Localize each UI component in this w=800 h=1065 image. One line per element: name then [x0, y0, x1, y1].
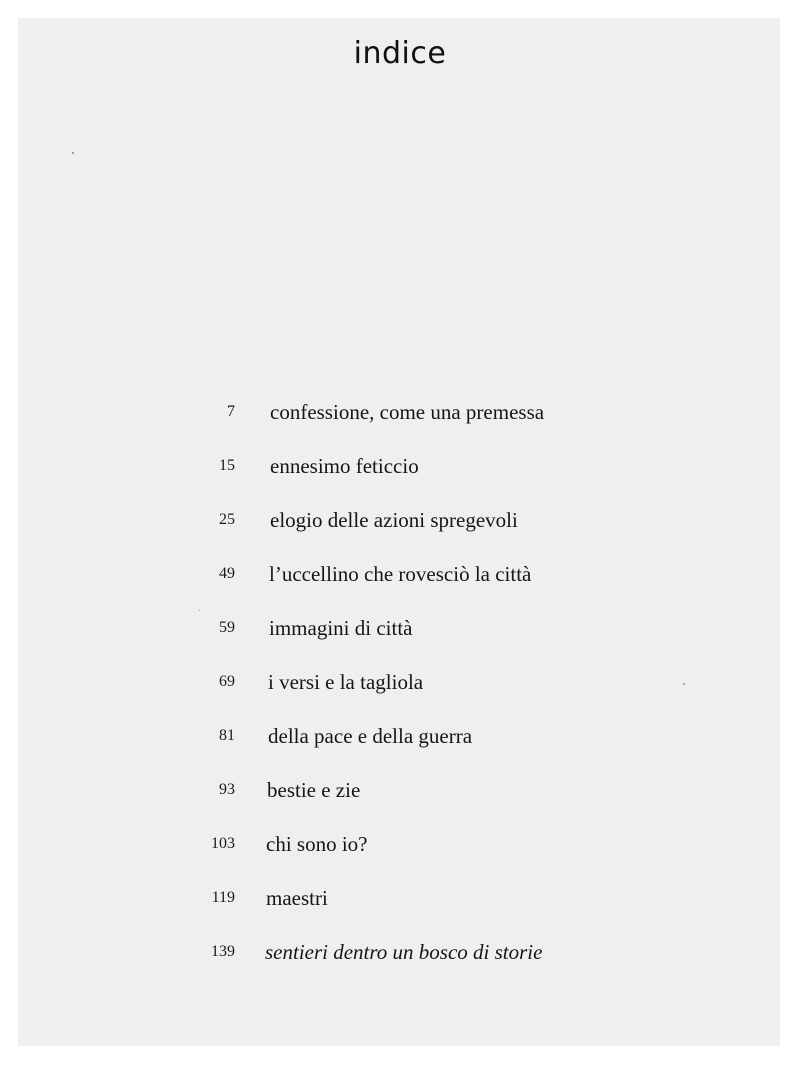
toc-entry-title: immagini di città	[269, 616, 413, 640]
toc-entry-title: elogio delle azioni spregevoli	[270, 508, 518, 532]
toc-entry	[0, 716, 800, 756]
toc-entry-title: della pace e della guerra	[268, 724, 473, 748]
toc-page-number: 81	[219, 727, 235, 744]
toc-entry	[0, 932, 800, 972]
scan-speck	[683, 683, 685, 685]
scan-speck	[72, 152, 74, 154]
toc-entry-title: l’uccellino che rovesciò la città	[269, 562, 532, 586]
toc-entry-title: sentieri dentro un bosco di storie	[265, 940, 543, 964]
toc-entry	[0, 770, 800, 810]
toc-entry	[0, 662, 800, 702]
toc-page-number: 7	[227, 403, 235, 420]
toc-entry	[0, 824, 800, 864]
toc-page-number: 59	[219, 619, 235, 636]
toc-page-number: 15	[219, 457, 235, 474]
toc-entry-title: chi sono io?	[266, 832, 368, 856]
toc-entry-title: confessione, come una premessa	[270, 400, 545, 424]
page-title: indice	[353, 36, 447, 71]
toc-entry	[0, 608, 800, 648]
toc-entry	[0, 446, 800, 486]
toc-page-number: 93	[219, 781, 235, 798]
toc-page-number: 69	[219, 673, 235, 690]
toc-page-number: 49	[219, 565, 235, 582]
toc-entry-title: ennesimo feticcio	[270, 454, 419, 478]
toc-entry	[0, 500, 800, 540]
toc-entry-title: i versi e la tagliola	[268, 670, 424, 694]
toc-entry	[0, 878, 800, 918]
toc-entry-title: maestri	[266, 886, 328, 910]
toc-page-number: 119	[211, 889, 235, 906]
toc-entry	[0, 392, 800, 432]
toc-entry-title: bestie e zie	[267, 778, 361, 802]
toc-page-number: 25	[219, 511, 235, 528]
toc-page-number: 139	[211, 943, 235, 960]
toc-entry	[0, 554, 800, 594]
toc-page-number: 103	[211, 835, 235, 852]
scan-speck	[199, 610, 200, 611]
